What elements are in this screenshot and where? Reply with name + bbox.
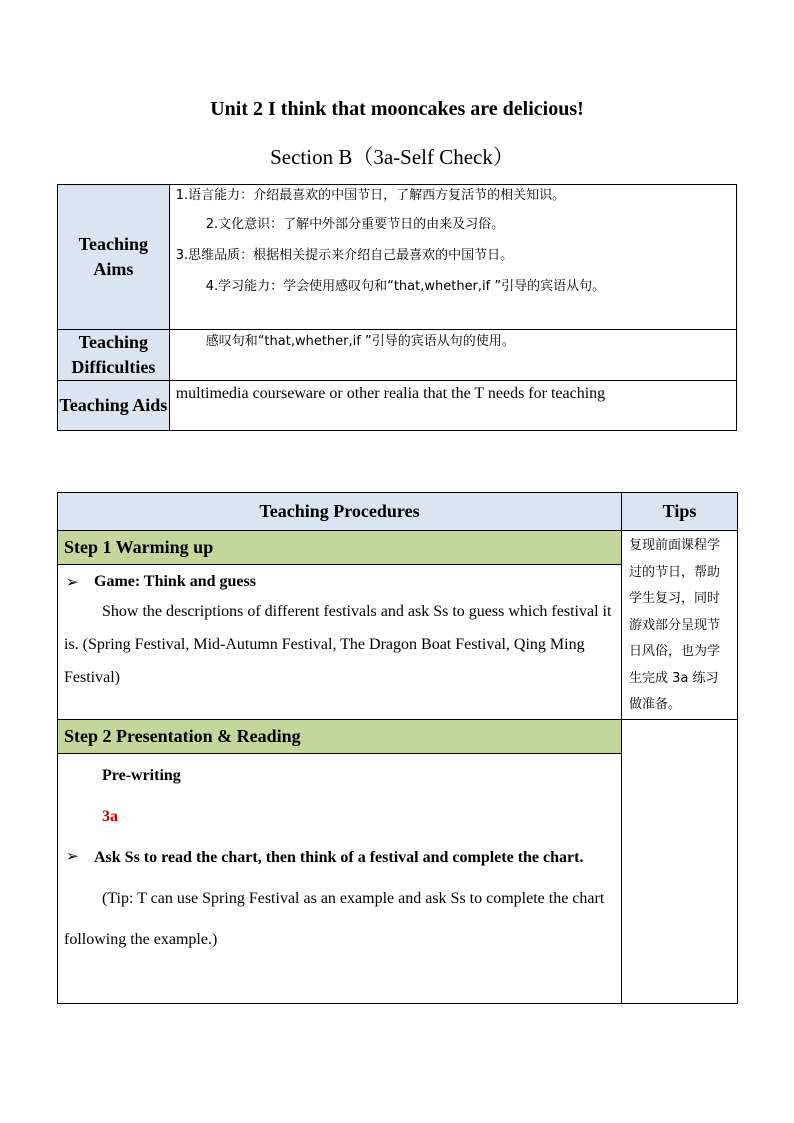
- aim-item: 1.语言能力：介绍最喜欢的中国节日，了解西方复活节的相关知识。: [175, 188, 566, 203]
- step1-title: Step 1 Warming up: [58, 531, 622, 565]
- aims-label: Teaching Aims: [58, 185, 170, 330]
- step1-body: [58, 565, 622, 719]
- step2-bullet-text: Ask Ss to read the chart, then think of a festival and complete the chart.: [94, 848, 584, 866]
- arrow-bullet-icon: ➢: [66, 848, 79, 865]
- info-table: [57, 184, 737, 431]
- step1-bullet-text: Game: Think and guess: [94, 573, 256, 591]
- difficulties-label: Teaching Difficulties: [58, 330, 170, 381]
- step2-label: 3a: [102, 807, 118, 825]
- step2-bullet: [64, 837, 613, 878]
- step2-sub: Pre-writing: [102, 766, 181, 784]
- aim-item: 3.思维品质：根据相关提示来介绍自己最喜欢的中国节日。: [175, 248, 514, 263]
- step2-tip-cell: [621, 719, 737, 1003]
- procedures-table: [57, 492, 738, 1004]
- step1-tip: 复现前面课程学过的节日，帮助学生复习，同时游戏部分呈现节日风俗，也为学生完成 3a 练习做准备。: [621, 531, 737, 720]
- tips-header: Tips: [621, 493, 737, 531]
- arrow-bullet-icon: ➢: [66, 575, 79, 592]
- step1-text: Show the descriptions of different festivals and ask Ss to guess which festival it is. (Spring Festival, Mid-Autumn Festival, The Dragon Boat Festival, Qing Ming Festival): [64, 603, 612, 687]
- step2-title: Step 2 Presentation & Reading: [58, 719, 622, 753]
- step2-tip-text: (Tip: T can use Spring Festival as an example and ask Ss to complete the chart following the example.): [64, 889, 605, 948]
- difficulties-text: 感叹句和“that,whether,if ”引导的宾语从句的使用。: [169, 330, 736, 381]
- aim-item: 2.文化意识：了解中外部分重要节日的由来及习俗。: [205, 217, 505, 232]
- page-subtitle: Section B（3a-Self Check）: [270, 145, 514, 169]
- aids-label: Teaching Aids: [58, 381, 170, 431]
- step2-body: [58, 753, 622, 1003]
- step1-bullet: [64, 573, 613, 592]
- aims-cell: [169, 185, 736, 330]
- aids-text: multimedia courseware or other realia that the T needs for teaching: [169, 381, 736, 431]
- aim-item: 4.学习能力：学会使用感叹句和“that,whether,if ”引导的宾语从句。: [205, 279, 606, 294]
- procedures-header: Teaching Procedures: [58, 493, 622, 531]
- page-title: Unit 2 I think that mooncakes are delicious!: [210, 98, 584, 120]
